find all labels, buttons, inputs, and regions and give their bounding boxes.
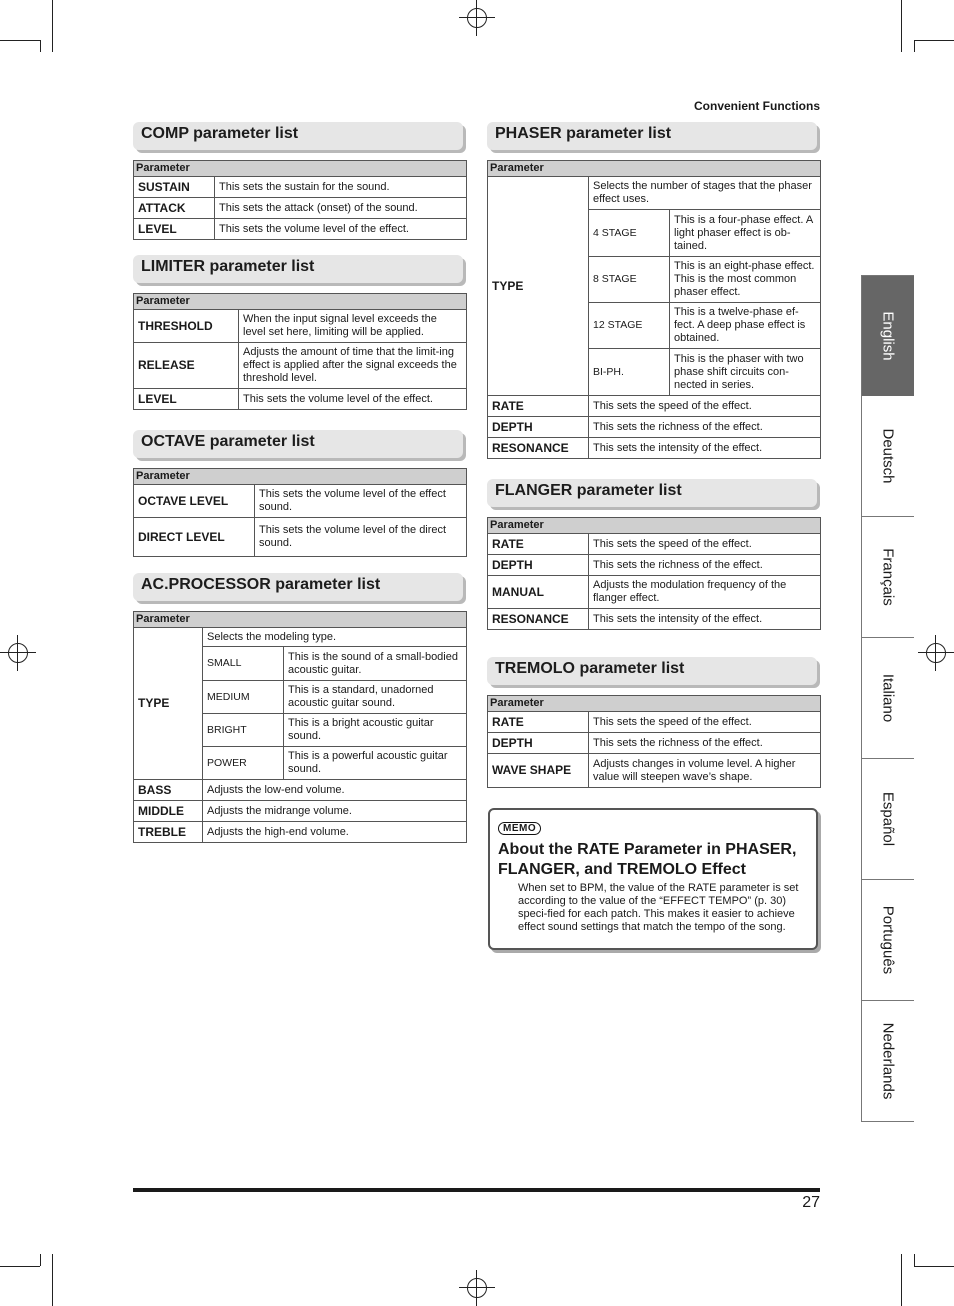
memo-body: When set to BPM, the value of the RATE parameter is set according to the value of the “EFFECT TEMPO” (p. 30) speci-fied for each patch. This makes it easier to achieve effect sound settings that match the tempo of the song. [518,882,799,933]
param-name: TYPE [488,177,589,396]
param-name: RESONANCE [488,609,589,630]
comp-title: COMP parameter list [133,122,463,150]
param-name: OCTAVE LEVEL [134,485,255,518]
table-header: Parameter [134,294,467,310]
type-option: 4 STAGE [589,210,670,257]
limiter-table [133,293,467,410]
lang-tab-english[interactable] [861,275,914,396]
param-name: ATTACK [134,198,215,219]
type-option: MEDIUM [203,681,284,714]
page-number: 27 [802,1194,820,1211]
param-name: RATE [488,712,589,733]
table-header: Parameter [134,612,467,628]
type-option: BI-PH. [589,349,670,396]
param-name: DEPTH [488,733,589,754]
lang-label: Italiano [879,673,897,723]
comp-table [133,160,467,240]
param-desc: This sets the intensity of the effect. [589,609,821,630]
memo-badge: MEMO [498,822,541,835]
table-header: Parameter [134,161,467,177]
param-desc: Adjusts the modulation frequency of the flanger effect. [589,576,821,609]
acprocessor-section [133,573,467,843]
type-desc: This is the sound of a small-bodied acoustic guitar. [284,647,467,681]
param-name: RATE [488,534,589,555]
param-desc: Adjusts the midrange volume. [203,801,467,822]
table-header: Parameter [488,696,821,712]
param-desc: This sets the intensity of the effect. [589,438,821,459]
type-option: SMALL [203,647,284,681]
param-desc: This sets the richness of the effect. [589,417,821,438]
footer-rule [133,1188,820,1192]
param-desc: Adjusts the amount of time that the limit-ing effect is applied after the signal exceeds the threshold level. [239,343,467,389]
param-name: RELEASE [134,343,239,389]
lang-label: Deutsch [879,428,897,484]
octave-section [133,430,467,557]
lang-label: Nederlands [879,1022,897,1100]
param-desc: This sets the volume level of the effect sound. [255,485,467,518]
memo-title: About the RATE Parameter in PHASER, FLANGER, and TREMOLO Effect [498,841,797,878]
param-desc: This sets the volume level of the effect. [239,389,467,410]
language-sidebar [861,275,914,1122]
lang-tab-deutsch[interactable] [861,396,914,517]
param-name: TREBLE [134,822,203,843]
param-desc: This sets the richness of the effect. [589,733,821,754]
type-desc: This is a standard, unadorned acoustic guitar sound. [284,681,467,714]
tremolo-title: TREMOLO parameter list [487,657,817,685]
type-desc: This is the phaser with two phase shift circuits con-nected in series. [670,349,821,396]
param-desc: Adjusts the low-end volume. [203,780,467,801]
param-name: LEVEL [134,389,239,410]
param-desc: This sets the attack (onset) of the sound. [215,198,467,219]
comp-section [133,122,467,240]
param-desc: This sets the speed of the effect. [589,712,821,733]
param-name: DEPTH [488,417,589,438]
section-header: Convenient Functions [694,99,820,113]
param-desc: This sets the volume level of the direct sound. [255,518,467,557]
type-option: POWER [203,747,284,780]
param-name: BASS [134,780,203,801]
phaser-title: PHASER parameter list [487,122,817,150]
type-option: 8 STAGE [589,257,670,303]
param-name: WAVE SHAPE [488,754,589,788]
type-desc: This is a twelve-phase ef-fect. A deep phase effect is obtained. [670,303,821,349]
table-header: Parameter [488,518,821,534]
type-option: 12 STAGE [589,303,670,349]
param-desc: This sets the speed of the effect. [589,396,821,417]
type-desc: This is a four-phase effect. A light phaser effect is ob-tained. [670,210,821,257]
param-name: DEPTH [488,555,589,576]
tremolo-section [487,657,821,788]
param-name: MIDDLE [134,801,203,822]
param-name: MANUAL [488,576,589,609]
type-desc: This is a bright acoustic guitar sound. [284,714,467,747]
table-header: Parameter [488,161,821,177]
lang-tab-francais[interactable] [861,517,914,638]
lang-label: Português [879,905,897,975]
param-name: RESONANCE [488,438,589,459]
phaser-section [487,122,821,459]
lang-tab-italiano[interactable] [861,638,914,759]
param-desc: This sets the speed of the effect. [589,534,821,555]
octave-table [133,468,467,557]
param-desc: This sets the richness of the effect. [589,555,821,576]
limiter-title: LIMITER parameter list [133,255,463,283]
table-header: Parameter [134,469,467,485]
param-desc: When the input signal level exceeds the level set here, limiting will be applied. [239,310,467,343]
lang-tab-nederlands[interactable] [861,1001,914,1122]
type-option: BRIGHT [203,714,284,747]
param-desc: This sets the sustain for the sound. [215,177,467,198]
lang-label: English [879,311,897,361]
type-desc: This is an eight-phase effect. This is the most common phaser effect. [670,257,821,303]
param-desc: Adjusts the high-end volume. [203,822,467,843]
phaser-table [487,160,821,459]
acprocessor-title: AC.PROCESSOR parameter list [133,573,463,601]
lang-label: Español [879,791,897,847]
flanger-section [487,479,821,630]
acprocessor-table [133,611,467,843]
lang-label: Français [879,548,897,606]
param-name: TYPE [134,628,203,780]
octave-title: OCTAVE parameter list [133,430,463,458]
flanger-title: FLANGER parameter list [487,479,817,507]
lang-tab-portugues[interactable] [861,880,914,1001]
param-desc: Selects the number of stages that the phaser effect uses. [589,177,821,210]
param-name: THRESHOLD [134,310,239,343]
flanger-table [487,517,821,630]
memo-box [488,808,818,950]
param-name: DIRECT LEVEL [134,518,255,557]
param-name: RATE [488,396,589,417]
lang-tab-espanol[interactable] [861,759,914,880]
param-desc: Adjusts changes in volume level. A higher value will steepen wave’s shape. [589,754,821,788]
limiter-section [133,255,467,410]
param-desc: Selects the modeling type. [203,628,467,647]
param-name: LEVEL [134,219,215,240]
type-desc: This is a powerful acoustic guitar sound. [284,747,467,780]
param-desc: This sets the volume level of the effect. [215,219,467,240]
tremolo-table [487,695,821,788]
param-name: SUSTAIN [134,177,215,198]
